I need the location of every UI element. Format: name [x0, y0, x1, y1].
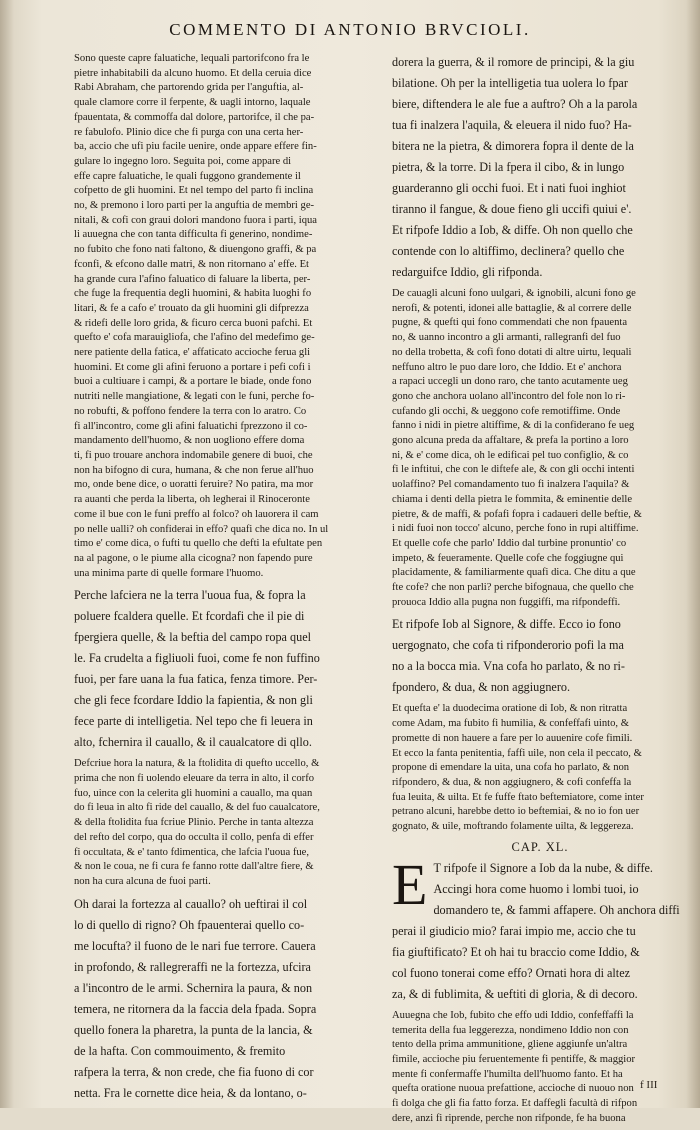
- text-line: litari, & fe a cafo e' trouato da gli huomini gli difprezza: [74, 302, 309, 314]
- text-line: dorera la guerra, & il romore de principi, & la giu: [392, 55, 635, 69]
- text-line: fia giuftificato? Et oh hai tu braccio come Iddio, &: [392, 944, 640, 959]
- text-line: fpondero, & dua, & non aggiugnero.: [392, 680, 571, 695]
- text-line: Et quelle cofe che parlo' Iddio dal turbine pronuntio' co: [392, 537, 627, 549]
- scripture-verse-block: [392, 52, 688, 283]
- text-line: petrano alcuni, harebbe detto io beftemiai, & no io fon uer: [392, 806, 640, 818]
- text-line: tento della prima ammunitione, gliene aggiunfe un'altra: [392, 1039, 628, 1051]
- text-line: col fuono tonerai come effo? Ornati hora di altez: [392, 965, 631, 980]
- text-line: chiama i denti della pietra le fommita, & eminentie delle: [392, 493, 633, 505]
- text-line: timo e' come dica, o fufti tu quello che defti la efultate pen: [74, 538, 323, 550]
- text-line: cufando gli occhi, & ueggono cofe remotiffime. Onde: [392, 405, 621, 417]
- text-line: Sono queste capre faluatiche, lequali partorifcono fra le: [74, 53, 310, 64]
- text-line: in profondo, & rallegreraffi ne la fortezza, ufcira: [74, 959, 311, 974]
- text-line: ha grande cura l'afino faluatico di faluare la liberta, per-: [74, 273, 311, 285]
- text-line: no, & premono i loro parti per la anguftia de membri ge-: [74, 200, 315, 212]
- text-line: bilatione. Oh per la intelligetia tua uolera lo fpar: [392, 76, 628, 90]
- text-line: Et rifpofe Iob al Signore, & diffe. Ecco io fono: [392, 617, 621, 632]
- commentary-block: [392, 702, 688, 834]
- text-line: rifpondero, & dua, & non aggiugnero, & cofi confeffa la: [392, 776, 632, 788]
- text-line: huomini. Et come gli afini feruono a portare i pefi cofi i: [74, 361, 311, 373]
- text-line: guarderanno gli occhi fuoi. Et i nati fuoi inghiot: [392, 181, 626, 195]
- scripture-verse-block: [74, 585, 374, 753]
- text-line: po nelle ualli? oh confiderai in effo? quafi che dica no. In ul: [74, 523, 329, 535]
- commentary-block: [392, 287, 688, 610]
- text-line: Auuegna che Iob, fubito che effo udi Iddio, confeffaffi la: [392, 1009, 634, 1021]
- text-line: T rifpofe il Signore a Iob da la nube, & diffe.: [433, 860, 653, 875]
- text-line: Oh darai la fortezza al cauallo? oh ueftirai il col: [74, 896, 308, 911]
- text-line: de la hafta. Con commouimento, & fremito: [74, 1043, 286, 1058]
- text-line: pietre, & de maffi, & pofafi fopra i cadaueri delle beftie, &: [392, 508, 642, 520]
- text-line: impeto, & feueramente. Quelle cofe che foggiugne qui: [392, 552, 624, 564]
- text-line: fece parte di intelligetia. Nel tepo che fi leuera in: [74, 714, 313, 729]
- text-line: netta. Fra le cornette dice heia, & da lontano, o-: [74, 1085, 307, 1100]
- text-line: uergognato, che cofa ti rifponderorio pofi la ma: [392, 638, 624, 653]
- text-line: Et ecco la fanta penitentia, faffi uile, non cela il peccato, &: [392, 747, 642, 759]
- text-line: quefta oratione nuoua prefattione, accioche di nuouo non: [392, 1083, 634, 1095]
- signature-mark: f III: [640, 1079, 658, 1091]
- text-line: ni, & e' come dica, oh le edificai pel tuo configlio, & co: [392, 449, 629, 461]
- text-line: pugne, & quefti qui fono commendati che non fpauenta: [392, 317, 628, 329]
- text-line: ti, fi puo trouare anchora indomabile genere di buoi, che: [74, 449, 313, 461]
- text-line: Et rifpofe Iddio a Iob, & diffe. Oh non quello che: [392, 223, 633, 237]
- text-line: me locufta? il fuono de le nari fue terrore. Cauera: [74, 938, 316, 953]
- text-line: mandamento dell'huomo, & non uogliono effere doma: [74, 435, 305, 447]
- text-line: mente fi confermaffe l'humilta dell'huomo fanto. Et ha: [392, 1068, 623, 1080]
- text-line: non ha cura alcuna de fuoi parti.: [74, 875, 211, 887]
- text-line: & della ftolidita fua fcriue Plinio. Perche in tanta altezza: [74, 817, 314, 829]
- text-line: che gli fece fcordare Iddio la fapientia, & non gli: [74, 693, 313, 708]
- left-page-edge: [0, 0, 14, 1108]
- text-line: fua leuita, & uilta. Et fe fuffe ftato beftemiatore, come inter: [392, 791, 644, 803]
- text-line: non ha bifogno di cura, humana, & che non ferue all'huo: [74, 464, 314, 476]
- text-line: promette di non hauere a fare per lo auuenire cofe fimili.: [392, 732, 633, 744]
- running-title: COMMENTO DI ANTONIO BRVCIOLI.: [169, 20, 531, 39]
- text-line: a l'incontro de le armi. Schernira la paura, & non: [74, 980, 313, 995]
- text-line: fuoi, per fare uana la fua fatica, fenza timore. Per-: [74, 672, 318, 687]
- text-line: ba, accio che ufi piu facile uenire, onde appare effere fin-: [74, 141, 317, 153]
- text-line: biere, diftendera le ale fue a auftro? Oh a la parola: [392, 97, 638, 111]
- text-line: cofpetto de gli huomini. Et nel tempo del parto fi inclina: [74, 185, 314, 197]
- text-line: gono alcuna preda da affaltare, & prefa la portino a loro: [392, 435, 629, 447]
- text-line: no della trobetta, & cofi fono dotati di altre uirtu, lequali: [392, 346, 632, 358]
- text-line: nitali, & cofi con graui dolori mandono fuora i parti, iqua: [74, 214, 318, 226]
- text-line: uolaffino? Pel comandamento tuo fi inalzera l'aquila? &: [392, 479, 630, 491]
- text-line: contende con lo altiffimo, declinera? quello che: [392, 244, 625, 258]
- text-line: temera, ne ritornera da la faccia dela fpada. Sopra: [74, 1001, 317, 1016]
- text-line: placidamente, & familiarmente quafi dica. Che ditu a que: [392, 567, 636, 579]
- scripture-verse-block: [392, 851, 688, 1005]
- text-line: & non le coua, ne fi cura fe fanno rotte dall'altre fiere, &: [74, 861, 314, 873]
- text-line: i nidi fuoi non tocco' alcuno, perche fono in rupi altiffime.: [392, 523, 639, 535]
- text-line: prima che non fi uolendo eleuare da terra in alto, il corfo: [74, 773, 315, 785]
- text-line: fanno i nidi in pietre altiffime, & di la confiderano fe ueg: [392, 420, 635, 432]
- text-line: fconfi, & efcono dalle matri, & non ritornano a' effe. Et: [74, 258, 309, 270]
- text-line: no robufti, & poffono fendere la terra con lo aratro. Co: [74, 405, 307, 417]
- text-line: na al pagone, o le piume alla cicogna? non fapendo pure: [74, 552, 313, 564]
- text-line: quello fonera la pharetra, la punta de la lancia, &: [74, 1022, 313, 1037]
- text-line: Defcriue hora la natura, & la ftolidita di quefto uccello, &: [74, 758, 320, 770]
- text-line: neffuno altro le puo dare loro, che Iddio. Et e' anchora: [392, 361, 622, 373]
- text-line: perai il giudicio mio? farai impio me, accio che tu: [392, 923, 636, 938]
- text-line: fuo, uince con la celerita gli huomini a cauallo, ma quan: [74, 787, 313, 799]
- text-line: gono che anchora uolano all'incontro del fole non lo ri-: [392, 390, 626, 402]
- text-line: fi occultata, & e' tanto fdimentica, che lafcia l'uoua fue,: [74, 846, 310, 858]
- scripture-verse-block: [392, 614, 688, 698]
- text-line: & ridefi delle loro grida, & ficuro cerca buoni pafchi. Et: [74, 317, 313, 329]
- text-line: dere, anzi fi riprende, perche non rifponde, fe ha buona: [392, 1112, 626, 1124]
- text-line: tua fi inalzera l'aquila, & eleuera il nido fuo? Ha-: [392, 118, 632, 132]
- text-line: fpergiera quelle, & la beftia del campo ropa quel: [74, 630, 311, 645]
- text-line: bitera ne la pietra, & dimorera fopra il dente de la: [392, 139, 634, 153]
- left-column: [74, 52, 374, 1108]
- text-line: Et quefta e' la duodecima oratione di Iob, & non ritratta: [392, 703, 628, 715]
- chapter-heading: CAP. XL.: [511, 839, 569, 854]
- commentary-block: [74, 757, 374, 889]
- text-line: fi all'incontro, come gli afini faluatichi fprezzono il co-: [74, 420, 308, 432]
- text-line: fte cofe? che non parli? perche bifognaua, che quello che: [392, 582, 634, 594]
- text-line: del refto del corpo, qua do occulta il collo, penfa di effer: [74, 831, 314, 843]
- text-line: fi dolga che gli fia fatto forza. Et daffegli facultà di rifpon: [392, 1098, 638, 1110]
- text-line: no fubito che fono nati faltono, & diuengono graffi, & pa: [74, 244, 317, 256]
- text-line: nere patiente della fatica, e' affaticato accioche ferua gli: [74, 347, 311, 359]
- text-line: effe capre faluatiche, le quali fuggono grandemente il: [74, 170, 301, 182]
- text-line: mo, onde bene dice, o uoratti feruire? No patira, ma mor: [74, 479, 314, 491]
- text-line: gognato, & uile, moftrando folamente uilta, & leggereza.: [392, 821, 634, 833]
- text-line: propone di emendare la uita, una cofa ho parlato, & non: [392, 762, 630, 774]
- text-line: Perche lafciera ne la terra l'uoua fua, & fopra la: [74, 588, 306, 603]
- text-line: fimile, accioche piu feruentemente fi pentiffe, & maggior: [392, 1053, 636, 1065]
- text-line: quale clamore corre il ferpente, & uagli intorno, laquale: [74, 97, 311, 109]
- text-line: no a la bocca mia. Vna cofa ho parlato, & no ri-: [392, 659, 625, 674]
- text-line: pietra, & la torre. Di la fpera il cibo, & in lungo: [392, 160, 625, 174]
- text-line: re fabulofo. Plinio dice che fi purga con una certa her-: [74, 126, 304, 138]
- text-line: buoi a cultiuare i campi, & a portare le biade, onde fono: [74, 376, 312, 388]
- text-line: a rapaci uccegli un dono raro, che tanto acutamente ueg: [392, 376, 628, 388]
- text-line: prouoca Iddio alla pugna non fuggiffi, ma rifpondeffi.: [392, 596, 621, 608]
- drop-initial: E: [392, 851, 428, 917]
- text-line: alto, fchernira il cauallo, & il caualcatore di qllo.: [74, 735, 312, 750]
- text-line: lo di quello di rigno? Oh fpauenterai quello co-: [74, 917, 305, 932]
- text-line: no, & uanno incontro a gli armanti, rallegranfi del fuo: [392, 332, 621, 344]
- text-line: quefto e' cofa marauigliofa, che l'afino del medefimo ge-: [74, 332, 315, 344]
- text-line: come il bue con le funi preffo al folco? oh lauorera il cam: [74, 508, 319, 520]
- right-page-edge: [686, 0, 700, 1108]
- text-line: domandero te, & fammi affapere. Oh anchora diffi: [433, 902, 680, 917]
- text-line: Rabi Abraham, che partorendo grida per l'anguftia, al-: [74, 82, 304, 94]
- text-line: pietre inhabitabili da alcuno huomo. Et della ceruia dice: [74, 67, 312, 79]
- text-line: ra auanti che perda la liberta, oh legherai il Rinoceronte: [74, 494, 310, 506]
- text-line: za, & di fublimita, & ueftiti di gloria, & di decoro.: [392, 986, 638, 1001]
- scripture-verse-block: [74, 894, 374, 1104]
- text-line: una minima parte di quelle formare l'huomo.: [74, 567, 264, 579]
- text-line: redarguifce Iddio, gli rifponda.: [392, 265, 543, 279]
- text-line: le. Fa crudelta a figliuoli fuoi, come fe non fuffino: [74, 651, 320, 666]
- text-line: Accingi hora come huomo i lombi tuoi, io: [433, 881, 639, 896]
- commentary-block: [74, 52, 374, 581]
- text-line: fi le inftitui, che con le diftefe ale, & con gli occhi intenti: [392, 464, 635, 476]
- text-line: poluere fcaldera quelle. Et fcordafi che il pie di: [74, 609, 305, 624]
- text-line: come Adam, ma fubito fi humilia, & confeffafi uinto, &: [392, 718, 629, 730]
- text-line: gulare lo ingegno loro. Seguita poi, come appare di: [74, 155, 292, 167]
- commentary-block: [392, 1009, 688, 1127]
- text-line: che fuge la frequentia degli huomini, & habita luoghi fo: [74, 288, 312, 300]
- text-line: do fi leua in alto fi ride del cauallo, & del fuo caualcatore,: [74, 802, 320, 814]
- right-column: [392, 52, 688, 1130]
- text-line: nutriti nelle mangiatione, & legati con le funi, perche fo-: [74, 391, 315, 403]
- text-line: fpauentata, & commoffa dal dolore, partorifce, il che pa-: [74, 111, 315, 123]
- text-line: rafpera la terra, & non crede, che fia fuono di cor: [74, 1064, 314, 1079]
- text-line: temerita della fua leggerezza, nondimeno Iddio non con: [392, 1024, 629, 1036]
- text-line: nerofi, & potenti, idonei alle battaglie, & al correre delle: [392, 302, 632, 314]
- text-line: li auuegna che con tanta difficulta fi generino, nondime-: [74, 229, 313, 241]
- text-line: De cauagli alcuni fono uulgari, & ignobili, alcuni fono ge: [392, 288, 636, 299]
- text-line: tiranno il fangue, & doue fieno gli uccifi quiui e'.: [392, 202, 632, 216]
